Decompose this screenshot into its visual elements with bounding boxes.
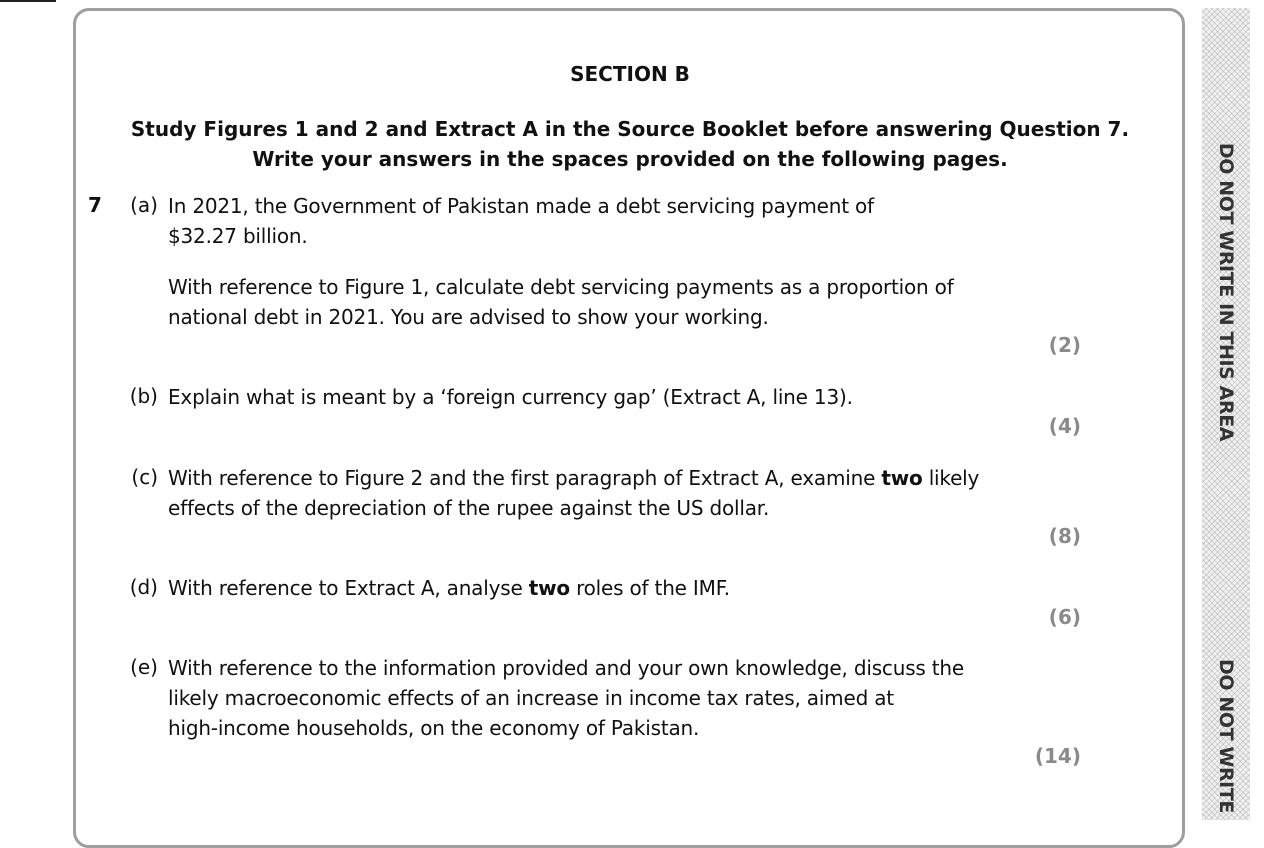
part-c-line-2: effects of the depreciation of the rupee against the US dollar. <box>168 496 770 520</box>
margin-warning-lower: DO NOT WRITE <box>1215 659 1237 813</box>
part-d-text <box>168 573 730 603</box>
section-title: SECTION B <box>570 62 690 86</box>
part-c-emphasis: two <box>881 466 923 490</box>
question-number: 7 <box>88 193 102 217</box>
part-d-line-1 <box>168 573 730 603</box>
corner-rule <box>0 0 56 2</box>
part-d-marks: (6) <box>1048 605 1081 629</box>
instruction-line-1: Study Figures 1 and 2 and Extract A in the Source Booklet before answering Question 7. <box>130 117 1130 141</box>
part-a-instruction <box>168 272 954 332</box>
part-d-label: (d) <box>129 575 158 599</box>
part-c-line-1-end: likely <box>922 466 980 490</box>
part-d-emphasis: two <box>528 576 570 600</box>
part-b-line-1: Explain what is meant by a ‘foreign currency gap’ (Extract A, line 13). <box>168 385 853 409</box>
part-a-marks: (2) <box>1048 333 1081 357</box>
part-a-line-4: national debt in 2021. You are advised to show your working. <box>168 305 769 329</box>
part-b-text <box>168 382 853 412</box>
part-c-text <box>168 463 979 523</box>
part-a-text <box>168 191 874 251</box>
part-e-line-1: With reference to the information provided and your own knowledge, discuss the <box>168 656 965 680</box>
part-a-label: (a) <box>130 193 158 217</box>
part-d-line-1-start: With reference to Extract A, analyse <box>168 576 529 600</box>
part-b-marks: (4) <box>1048 414 1081 438</box>
part-e-label: (e) <box>130 655 158 679</box>
part-a-line-2: $32.27 billion. <box>168 224 308 248</box>
part-c-line-1 <box>168 463 979 493</box>
section-instructions <box>0 114 1260 174</box>
part-b-label: (b) <box>129 384 158 408</box>
part-c-marks: (8) <box>1048 524 1081 548</box>
part-c-line-1-start: With reference to Figure 2 and the first paragraph of Extract A, examine <box>168 466 882 490</box>
part-a-line-1: In 2021, the Government of Pakistan made a debt servicing payment of <box>168 194 874 218</box>
part-e-text <box>168 653 964 743</box>
part-e-marks: (14) <box>1034 744 1081 768</box>
margin-warning-upper: DO NOT WRITE IN THIS AREA <box>1215 142 1237 442</box>
part-d-line-1-end: roles of the IMF. <box>569 576 730 600</box>
part-a-line-3: With reference to Figure 1, calculate debt servicing payments as a proportion of <box>168 275 954 299</box>
part-e-line-3: high-income households, on the economy of Pakistan. <box>168 716 700 740</box>
part-e-line-2: likely macroeconomic effects of an increase in income tax rates, aimed at <box>168 686 894 710</box>
part-c-label: (c) <box>131 465 158 489</box>
instruction-line-2: Write your answers in the spaces provided on the following pages. <box>252 147 1008 171</box>
